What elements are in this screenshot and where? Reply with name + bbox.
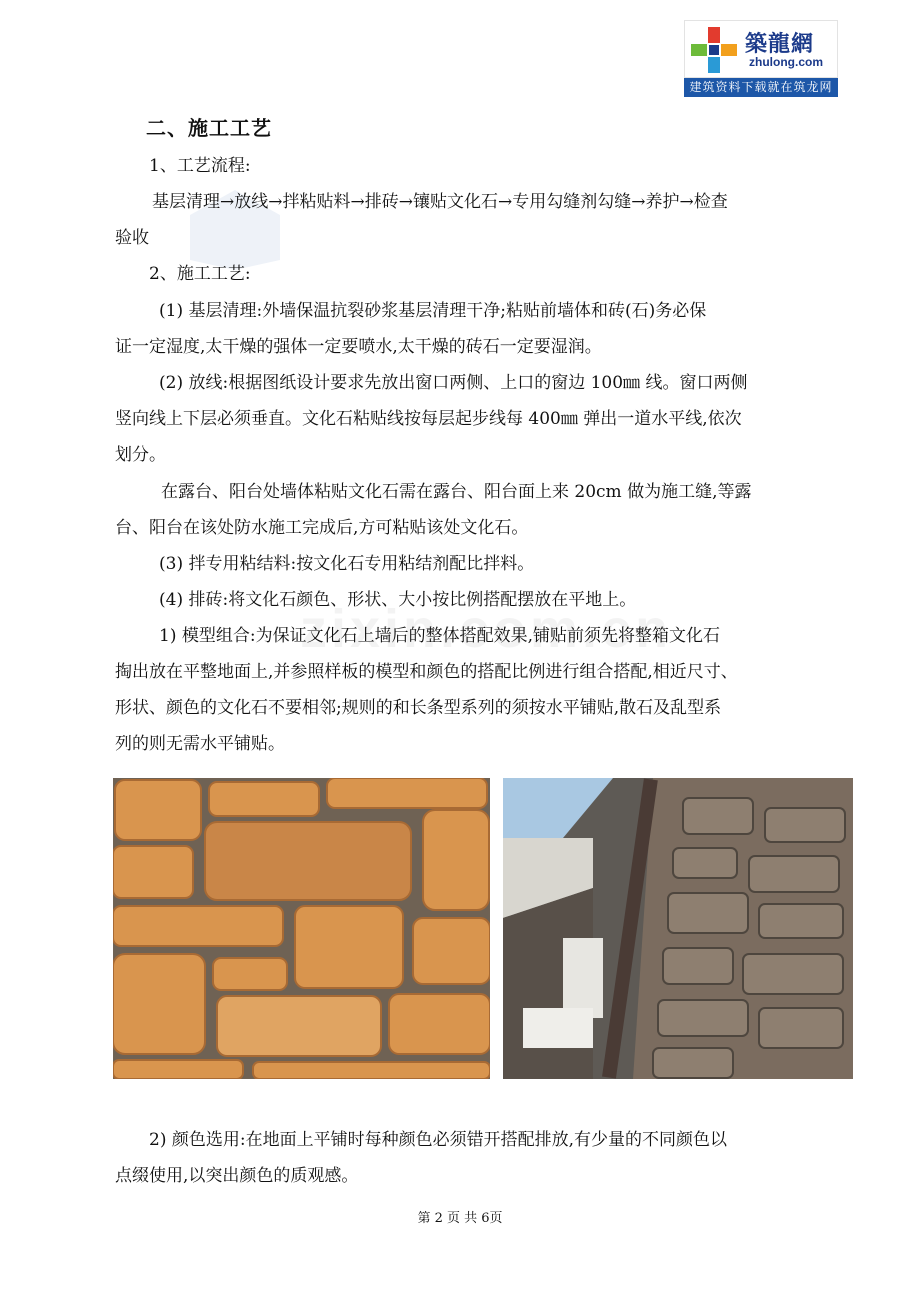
p1-line-2: 证一定湿度,太干燥的强体一定要喷水,太干燥的砖石一定要湿润。 — [115, 337, 602, 357]
craft-title-para — [115, 256, 807, 292]
flow-para — [115, 184, 807, 256]
p6-line-2: 掏出放在平整地面上,并参照样板的模型和颜色的搭配比例进行组合搭配,相近尺寸、 — [115, 662, 738, 682]
paragraph-model-combination — [115, 618, 807, 762]
paragraph-balcony — [115, 474, 807, 546]
p6-line-1: 1) 模型组合:为保证文化石上墙后的整体搭配效果,铺贴前须先将整箱文化石 — [159, 626, 720, 646]
flow-title-para — [115, 148, 807, 184]
p6-line-4: 列的则无需水平铺贴。 — [115, 734, 285, 754]
paragraph-layout-lines — [115, 365, 807, 473]
p6-line-3: 形状、颜色的文化石不要相邻;规则的和长条型系列的须按水平铺贴,散石及乱型系 — [115, 698, 722, 718]
p2-line-3: 划分。 — [115, 445, 166, 465]
flow-title: 1、工艺流程: — [149, 156, 251, 176]
zhulong-logo[interactable] — [684, 20, 838, 98]
p2-line-2: 竖向线上下层必须垂直。文化石粘贴线按每层起步线每 400㎜ 弹出一道水平线,依次 — [115, 409, 742, 429]
paragraph-mix-adhesive — [115, 546, 807, 582]
paragraph-base-cleaning — [115, 293, 807, 365]
p1-line-1: (1) 基层清理:外墙保温抗裂砂浆基层清理干净;粘贴前墙体和砖(石)务必保 — [159, 301, 707, 321]
section-heading: 二、施工工艺 — [146, 116, 272, 140]
p2-line-1: (2) 放线:根据图纸设计要求先放出窗口两侧、上口的窗边 100㎜ 线。窗口两侧 — [159, 373, 748, 393]
p5-line: (4) 排砖:将文化石颜色、形状、大小按比例搭配摆放在平地上。 — [159, 590, 637, 610]
flow-line-2: 验收 — [115, 228, 149, 248]
p3-line-1: 在露台、阳台处墙体粘贴文化石需在露台、阳台面上来 20cm 做为施工缝,等露 — [161, 482, 752, 502]
logo-domain: zhulong.com — [749, 55, 823, 69]
logo-tagline: 建筑资料下载就在筑龙网 — [684, 78, 838, 97]
stone-closeup-photo — [113, 778, 490, 1079]
p7-line-1: 2) 颜色选用:在地面上平铺时每种颜色必须错开搭配排放,有少量的不同颜色以 — [149, 1130, 727, 1150]
paragraph-color-selection — [115, 1122, 807, 1194]
p4-line: (3) 拌专用粘结料:按文化石专用粘结剂配比拌料。 — [159, 554, 535, 574]
paragraph-arrange-bricks — [115, 582, 807, 618]
page-footer: 第 2 页 共 6页 — [417, 1211, 503, 1226]
flow-line-1: 基层清理→放线→拌粘贴料→排砖→镶贴文化石→专用勾缝剂勾缝→养护→检查 — [152, 192, 728, 212]
craft-title: 2、施工工艺: — [149, 264, 251, 284]
logo-name: 築龍網 — [745, 32, 815, 57]
p3-line-2: 台、阳台在该处防水施工完成后,方可粘贴该处文化石。 — [115, 518, 529, 538]
p7-line-2: 点缀使用,以突出颜色的质观感。 — [115, 1166, 359, 1186]
building-stone-photo — [503, 778, 853, 1079]
pinwheel-logo-icon — [689, 25, 739, 75]
